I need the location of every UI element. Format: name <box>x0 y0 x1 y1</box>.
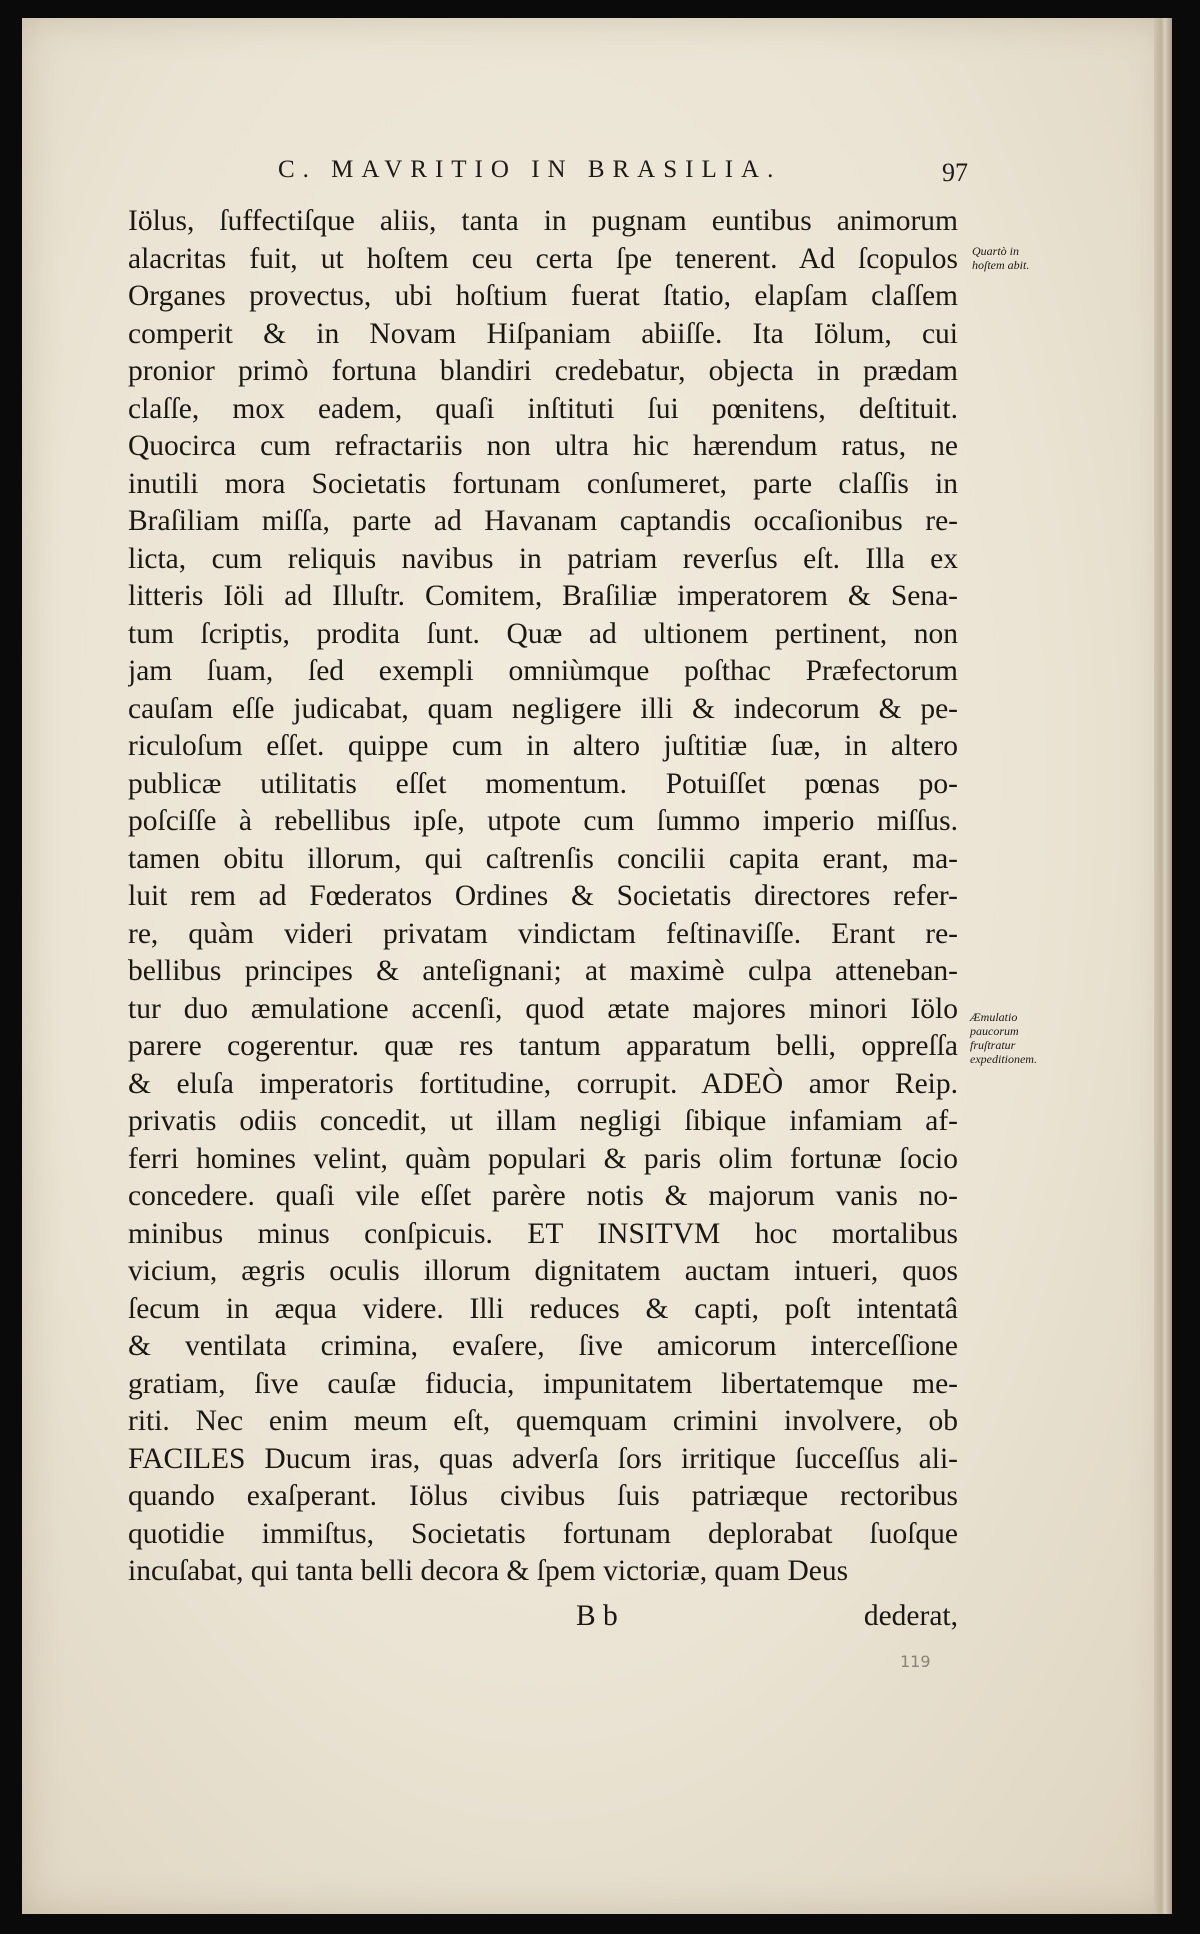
text-line: & ventilata crimina, evaſere, ſive amicorum interceſſione <box>128 1330 958 1362</box>
text-line: vicium, ægris oculis illorum dignitatem auctam intueri, quos <box>128 1255 958 1287</box>
text-line: ſecum in æqua videre. Illi reduces & capti, poſt intentatâ <box>128 1292 958 1325</box>
signature-mark: B b <box>576 1600 618 1632</box>
text-line: Organes provectus, ubi hoſtium fuerat ſtatio, elapſam claſſem <box>128 280 958 312</box>
body-text <box>128 203 958 1591</box>
text-line: FACILES Ducum iras, quas adverſa ſors irritique ſucceſſus ali- <box>128 1442 958 1475</box>
text-line: alacritas fuit, ut hoſtem ceu certa ſpe tenerent. Ad ſcopulos <box>128 242 958 275</box>
signature-line <box>128 1600 958 1640</box>
text-line: claſſe, mox eadem, quaſi inſtituti ſui pœnitens, deſtituit. <box>128 392 958 425</box>
text-line: tur duo æmulatione accenſi, quod ætate majores minori Iölo <box>128 992 958 1025</box>
text-line: & eluſa imperatoris fortitudine, corrupit. ADEÒ amor Reip. <box>128 1067 958 1100</box>
text-line: quando exaſperant. Iölus civibus ſuis patriæque rectoribus <box>128 1480 958 1512</box>
marginal-note-1: Quartò in hoſtem abit. <box>972 244 1030 272</box>
text-line: cauſam eſſe judicabat, quam negligere illi & indecorum & pe- <box>128 692 958 725</box>
text-line: concedere. quaſi vile eſſet parère notis & majorum vanis no- <box>128 1180 958 1212</box>
text-line: tum ſcriptis, prodita ſunt. Quæ ad ultionem pertinent, non <box>128 617 958 650</box>
pencil-annotation: 119 <box>900 1652 931 1671</box>
text-line: Iölus, ſuffectiſque aliis, tanta in pugnam euntibus animorum <box>128 205 958 237</box>
text-line: luit rem ad Fœderatos Ordines & Societatis directores refer- <box>128 880 958 912</box>
text-line: poſciſſe à rebellibus ipſe, utpote cum ſummo imperio miſſus. <box>128 805 958 837</box>
text-line: publicæ utilitatis eſſet momentum. Potuiſſet pœnas po- <box>128 767 958 800</box>
text-line: parere cogerentur. quæ res tantum apparatum belli, oppreſſa <box>128 1030 958 1062</box>
text-line: ferri homines velint, quàm populari & paris olim fortunæ ſocio <box>128 1142 958 1175</box>
text-line: riculoſum eſſet. quippe cum in altero juſtitiæ ſuæ, in altero <box>128 730 958 762</box>
text-line: litteris Iöli ad Illuſtr. Comitem, Braſiliæ imperatorem & Sena- <box>128 580 958 612</box>
text-line: comperit & in Novam Hiſpaniam abiiſſe. Ita Iölum, cui <box>128 317 958 350</box>
text-line: minibus minus conſpicuis. ET INSITVM hoc mortalibus <box>128 1217 958 1250</box>
catchword: dederat, <box>863 1600 958 1632</box>
page-number: 97 <box>942 158 968 187</box>
page-edge <box>1154 18 1172 1914</box>
running-head-title: C. MAVRITIO IN BRASILIA. <box>278 156 782 183</box>
text-line: Quocirca cum refractariis non ultra hic hærendum ratus, ne <box>128 430 958 462</box>
text-line: pronior primò fortuna blandiri credebatur, objecta in prædam <box>128 355 958 387</box>
text-line: riti. Nec enim meum eſt, quemquam crimini involvere, ob <box>128 1405 958 1437</box>
text-line: jam ſuam, ſed exempli omniùmque poſthac Præfectorum <box>128 655 958 687</box>
text-line: incuſabat, qui tanta belli decora & ſpem victoriæ, quam Deus <box>128 1555 849 1587</box>
running-head <box>128 156 968 196</box>
text-line: inutili mora Societatis fortunam conſumeret, parte claſſis in <box>128 467 958 500</box>
text-line: bellibus principes & anteſignani; at maximè culpa atteneban- <box>128 955 958 987</box>
text-line: Braſiliam miſſa, parte ad Havanam captandis occaſionibus re- <box>128 505 958 537</box>
marginal-note-2: Æmulatio paucorum fruſtratur expeditionem. <box>970 1010 1037 1066</box>
text-line: tamen obitu illorum, qui caſtrenſis concilii capita erant, ma- <box>128 842 958 875</box>
text-line: quotidie immiſtus, Societatis fortunam deplorabat ſuoſque <box>128 1517 958 1550</box>
text-line: privatis odiis concedit, ut illam negligi ſibique infamiam af- <box>128 1105 958 1137</box>
text-line: licta, cum reliquis navibus in patriam reverſus eſt. Illa ex <box>128 542 958 575</box>
text-line: re, quàm videri privatam vindictam feſtinaviſſe. Erant re- <box>128 917 958 950</box>
text-line: gratiam, ſive cauſæ fiducia, impunitatem libertatemque me- <box>128 1367 958 1400</box>
